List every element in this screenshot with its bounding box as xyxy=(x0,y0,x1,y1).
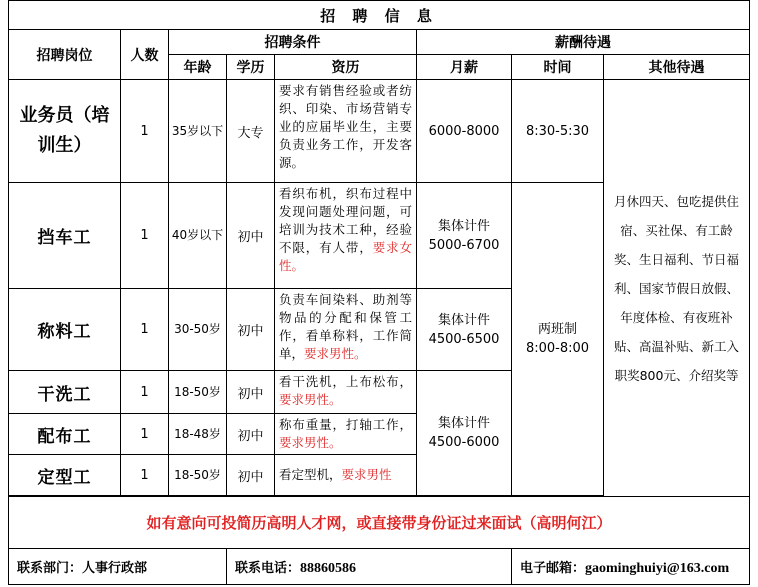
education-cell: 初中 xyxy=(227,371,275,414)
age-cell: 18-50岁 xyxy=(169,455,227,496)
header-conditions: 招聘条件 xyxy=(169,30,417,55)
salary-label: 集体计件 xyxy=(437,416,490,431)
experience-cell xyxy=(275,183,417,289)
application-notice: 如有意向可投简历高明人才网，或直接带身份证过来面试（高明何江） xyxy=(9,497,750,549)
count-cell: 1 xyxy=(121,414,169,455)
shift-label: 两班制 xyxy=(537,322,577,337)
salary-cell: 6000-8000 xyxy=(417,80,512,183)
header-other: 其他待遇 xyxy=(604,55,750,80)
requirement-highlight: 要求男性。 xyxy=(304,346,367,361)
salary-range: 4500-6500 xyxy=(428,331,500,347)
experience-cell xyxy=(275,80,417,183)
recruitment-table xyxy=(8,0,750,585)
position-cell: 定型工 xyxy=(9,455,121,496)
header-salary-group: 薪酬待遇 xyxy=(417,30,750,55)
experience-text: 看干洗机，上布松布， xyxy=(279,374,412,389)
requirement-highlight: 要求男性。 xyxy=(279,392,342,407)
page-title: 招 聘 信 息 xyxy=(9,1,750,30)
education-cell: 初中 xyxy=(227,183,275,289)
experience-text: 要求有销售经验或者纺织、印染、市场营销专业的应届毕业生，主要负责业务工作，开发客源。 xyxy=(279,83,412,170)
header-monthly: 月薪 xyxy=(417,55,512,80)
experience-cell xyxy=(275,371,417,414)
requirement-highlight: 要求男性。 xyxy=(279,435,342,450)
experience-cell xyxy=(275,455,417,496)
contact-department xyxy=(9,549,227,585)
header-position: 招聘岗位 xyxy=(9,30,121,80)
education-cell: 大专 xyxy=(227,80,275,183)
experience-text: 称布重量，打轴工作， xyxy=(279,417,412,432)
count-cell: 1 xyxy=(121,455,169,496)
education-cell: 初中 xyxy=(227,455,275,496)
salary-label: 集体计件 xyxy=(437,218,490,234)
header-time: 时间 xyxy=(512,55,604,80)
header-experience: 资历 xyxy=(275,55,417,80)
salary-label: 集体计件 xyxy=(437,312,490,328)
requirement-highlight: 要求女性。 xyxy=(279,240,412,273)
education-cell: 初中 xyxy=(227,414,275,455)
count-cell: 1 xyxy=(121,183,169,289)
contact-email xyxy=(512,549,750,585)
experience-text: 看定型机， xyxy=(279,467,342,482)
salary-range: 5000-6700 xyxy=(428,237,500,253)
position-cell: 称料工 xyxy=(9,289,121,371)
time-cell: 8:30-5:30 xyxy=(512,80,604,183)
recruitment-notice xyxy=(8,0,750,585)
salary-cell xyxy=(417,289,512,371)
requirement-highlight: 要求男性 xyxy=(341,467,392,482)
experience-cell xyxy=(275,289,417,371)
header-count: 人数 xyxy=(121,30,169,80)
position-cell: 配布工 xyxy=(9,414,121,455)
shift-cell xyxy=(512,183,604,496)
phone-label: 联系电话： xyxy=(235,560,301,576)
salary-cell xyxy=(417,183,512,289)
experience-text: 看织布机，织布过程中发现问题处理问题，可培训为技术工种，经验不限，有人带， xyxy=(279,186,412,255)
age-cell: 30-50岁 xyxy=(169,289,227,371)
email-label: 电子邮箱： xyxy=(520,560,586,576)
phone-value: 88860586 xyxy=(300,560,357,576)
experience-text: 负责车间染料、助剂等物品的分配和保管工作，看单称料，工作简单， xyxy=(279,292,412,361)
age-cell: 18-48岁 xyxy=(169,414,227,455)
dept-value: 人事行政部 xyxy=(82,561,148,576)
age-cell: 18-50岁 xyxy=(169,371,227,414)
salary-cell xyxy=(417,371,512,496)
age-cell: 40岁以下 xyxy=(169,183,227,289)
header-education: 学历 xyxy=(227,55,275,80)
count-cell: 1 xyxy=(121,80,169,183)
contact-phone xyxy=(227,549,512,585)
dept-label: 联系部门： xyxy=(17,561,83,576)
education-cell: 初中 xyxy=(227,289,275,371)
age-cell: 35岁以下 xyxy=(169,80,227,183)
shift-time: 8:00-8:00 xyxy=(525,341,590,356)
table-row xyxy=(9,80,750,183)
position-cell: 业务员（培训生） xyxy=(9,80,121,183)
position-cell: 干洗工 xyxy=(9,371,121,414)
count-cell: 1 xyxy=(121,289,169,371)
benefits-cell: 月休四天、包吃提供住宿、买社保、有工龄奖、生日福利、节日福利、国家节假日放假、年度体检、有夜班补贴、高温补贴、新工入职奖800元、介绍奖等 xyxy=(604,80,750,497)
header-age: 年龄 xyxy=(169,55,227,80)
email-value[interactable]: gaominghuiyi@163.com xyxy=(585,560,730,576)
salary-range: 4500-6000 xyxy=(428,435,500,450)
position-cell: 挡车工 xyxy=(9,183,121,289)
count-cell: 1 xyxy=(121,371,169,414)
experience-cell xyxy=(275,414,417,455)
